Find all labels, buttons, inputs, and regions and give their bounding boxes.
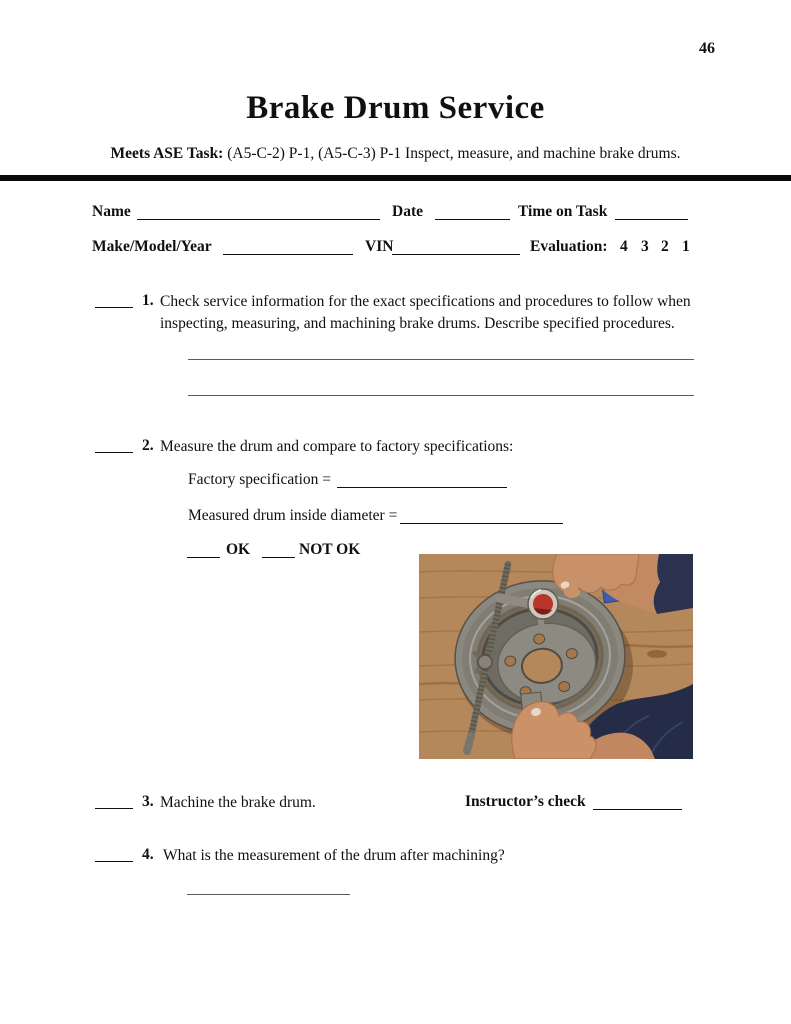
task-2 xyxy=(0,436,791,458)
factory-spec-label: Factory specification = xyxy=(188,471,332,488)
task-1-text: Check service information for the exact specifications and procedures to follow when inspecting, measuring, and machining brake drums. Describe specified procedures. xyxy=(160,293,691,332)
ase-task-text: (A5-C-2) P-1, (A5-C-3) P-1 Inspect, measure, and machine brake drums. xyxy=(227,145,681,162)
task-2-check-line xyxy=(95,436,133,453)
task-3-check-line xyxy=(95,792,133,809)
task-1 xyxy=(0,291,791,337)
evaluation-label: Evaluation: xyxy=(530,238,608,255)
task-1-check-line xyxy=(95,291,133,308)
task-3-text: Machine the brake drum. xyxy=(160,794,316,811)
task-3-number: 3. xyxy=(142,793,154,810)
name-label: Name xyxy=(92,203,131,220)
evaluation-score-2: 2 xyxy=(661,238,669,255)
measured-diameter-fill-line xyxy=(400,506,563,524)
evaluation-score-1: 1 xyxy=(682,238,690,255)
task-4-check-line xyxy=(95,845,133,862)
vin-label: VIN xyxy=(365,238,394,255)
measured-diameter-label: Measured drum inside diameter = xyxy=(188,507,398,524)
evaluation-score-4: 4 xyxy=(620,238,628,255)
vehicle-row xyxy=(0,237,791,259)
ase-task-label: Meets ASE Task: xyxy=(110,145,224,162)
wood-knot xyxy=(647,650,667,658)
ase-task-line xyxy=(0,145,791,163)
task-4-text: What is the measurement of the drum after machining? xyxy=(163,847,505,864)
factory-spec-fill-line xyxy=(337,470,507,488)
time-on-task-fill-line xyxy=(615,202,688,220)
instructor-check-fill-line xyxy=(593,792,682,810)
page-title: Brake Drum Service xyxy=(246,90,545,126)
brake-drum-photo-illustration xyxy=(419,554,693,759)
evaluation-score-3: 3 xyxy=(641,238,649,255)
task-3 xyxy=(0,792,791,814)
header-divider-rule xyxy=(0,175,791,181)
gauge-clamp xyxy=(475,653,495,671)
instructor-check-label: Instructor’s check xyxy=(465,793,586,810)
time-on-task-label: Time on Task xyxy=(518,203,608,220)
mechanic-clothing-top xyxy=(653,554,693,614)
ok-label: OK xyxy=(226,541,251,558)
measured-diameter-row xyxy=(0,506,791,528)
date-fill-line xyxy=(435,202,510,220)
make-model-year-fill-line xyxy=(223,237,353,255)
ok-check-line xyxy=(187,540,220,558)
task-1-number: 1. xyxy=(142,292,154,309)
task-4-number: 4. xyxy=(142,846,154,863)
name-fill-line xyxy=(137,202,380,220)
page-number: 46 xyxy=(699,40,715,57)
not-ok-check-line xyxy=(262,540,295,558)
task-2-number: 2. xyxy=(142,437,154,454)
name-date-row xyxy=(0,202,791,224)
task-4-answer-line xyxy=(187,894,350,895)
task-2-text: Measure the drum and compare to factory specifications: xyxy=(160,438,514,455)
date-label: Date xyxy=(392,203,423,220)
task-4 xyxy=(0,845,791,867)
brake-drum-photo xyxy=(419,554,693,759)
make-model-year-label: Make/Model/Year xyxy=(92,238,212,255)
task-1-answer-line-1 xyxy=(188,359,694,360)
vin-fill-line xyxy=(392,237,520,255)
factory-spec-row xyxy=(0,470,791,492)
not-ok-label: NOT OK xyxy=(299,541,361,558)
task-1-answer-line-2 xyxy=(188,395,694,396)
